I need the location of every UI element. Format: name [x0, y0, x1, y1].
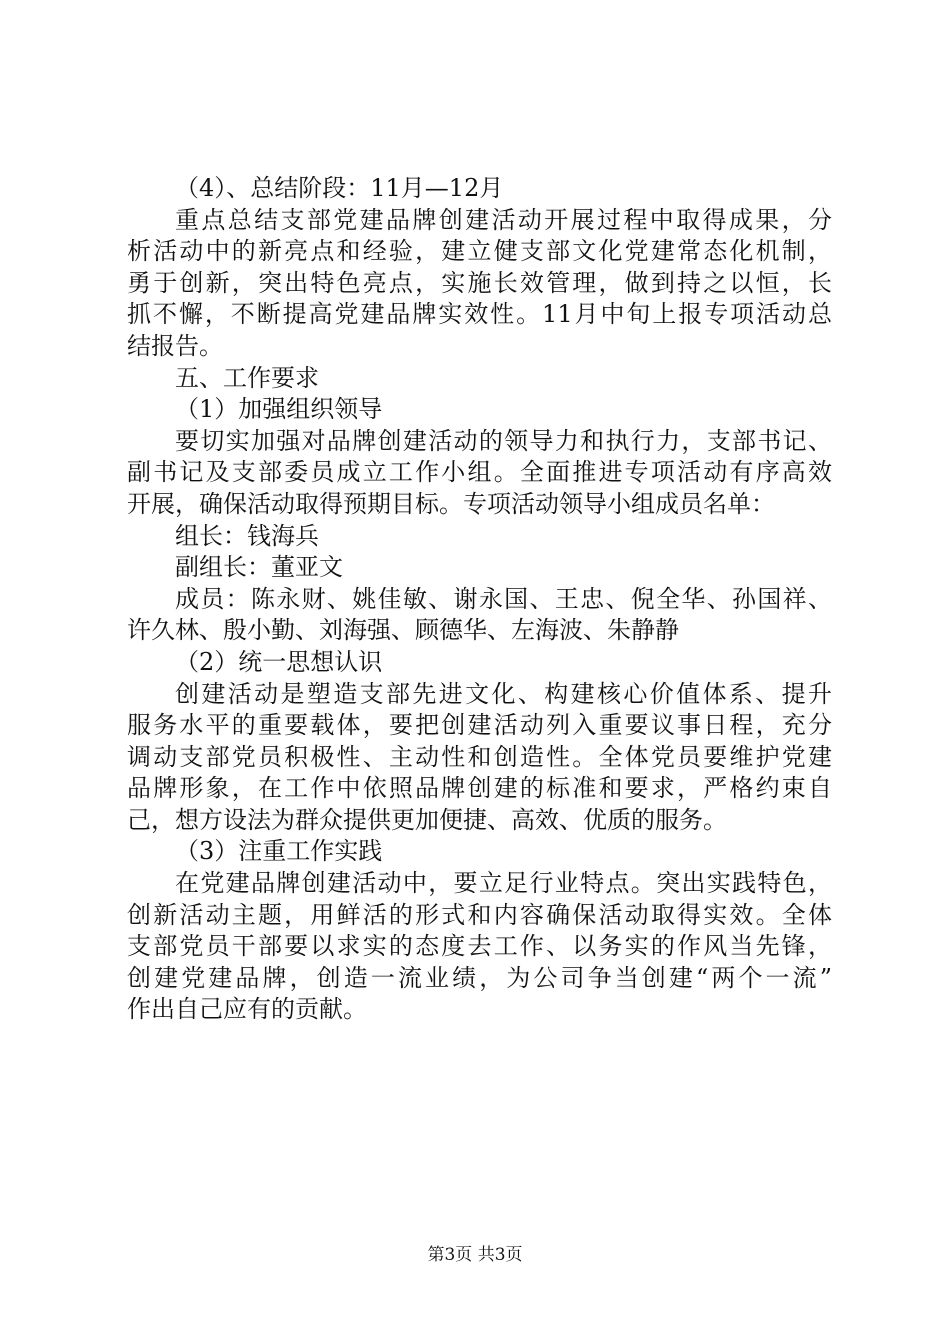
text-line: 抓不懈，不断提高党建品牌实效性。11月中旬上报专项活动总: [127, 300, 832, 329]
text-line: （1）加强组织领导: [175, 395, 383, 424]
text-line: 创建活动是塑造支部先进文化、构建核心价值体系、提升: [175, 679, 832, 708]
text-line: 支部党员干部要以求实的态度去工作、以务实的作风当先锋，: [127, 932, 832, 961]
text-line: 成员：陈永财、姚佳敏、谢永国、王忠、倪全华、孙国祥、: [175, 584, 832, 613]
text-line: 己，想方设法为群众提供更加便捷、高效、优质的服务。: [127, 805, 727, 834]
text-line: （3）注重工作实践: [175, 837, 383, 866]
text-line: （4）、总结阶段：11月—12月: [175, 174, 504, 202]
text-line: 析活动中的新亮点和经验，建立健支部文化党建常态化机制，: [127, 237, 832, 266]
text-line: 要切实加强对品牌创建活动的领导力和执行力，支部书记、: [175, 426, 832, 455]
text-line: 调动支部党员积极性、主动性和创造性。全体党员要维护党建: [127, 742, 832, 771]
text-line: 结报告。: [127, 331, 223, 360]
text-line: （2）统一思想认识: [175, 647, 383, 676]
text-line: 品牌形象，在工作中依照品牌创建的标准和要求，严格约束自: [127, 774, 832, 803]
text-line: 副书记及支部委员成立工作小组。全面推进专项活动有序高效: [127, 458, 832, 487]
text-line: 创新活动主题，用鲜活的形式和内容确保活动取得实效。全体: [127, 900, 832, 929]
text-line: 重点总结支部党建品牌创建活动开展过程中取得成果，分: [175, 205, 832, 234]
text-line: 五、工作要求: [175, 363, 319, 392]
text-line: 在党建品牌创建活动中，要立足行业特点。突出实践特色，: [175, 869, 832, 898]
text-line: 创建党建品牌，创造一流业绩，为公司争当创建“两个一流”: [127, 963, 832, 992]
text-line: 勇于创新，突出特色亮点，实施长效管理，做到持之以恒，长: [127, 268, 832, 297]
page-footer: 第3页 共3页: [427, 1245, 523, 1265]
text-line: 许久林、殷小勤、刘海强、顾德华、左海波、朱静静: [127, 616, 679, 645]
text-line: 服务水平的重要载体，要把创建活动列入重要议事日程，充分: [127, 711, 832, 740]
text-line: 开展，确保活动取得预期目标。专项活动领导小组成员名单：: [127, 489, 775, 518]
document-body: [127, 173, 832, 1026]
text-line: 副组长：董亚文: [175, 553, 343, 582]
text-line: 组长：钱海兵: [175, 521, 319, 550]
text-line: 作出自己应有的贡献。: [127, 995, 367, 1024]
